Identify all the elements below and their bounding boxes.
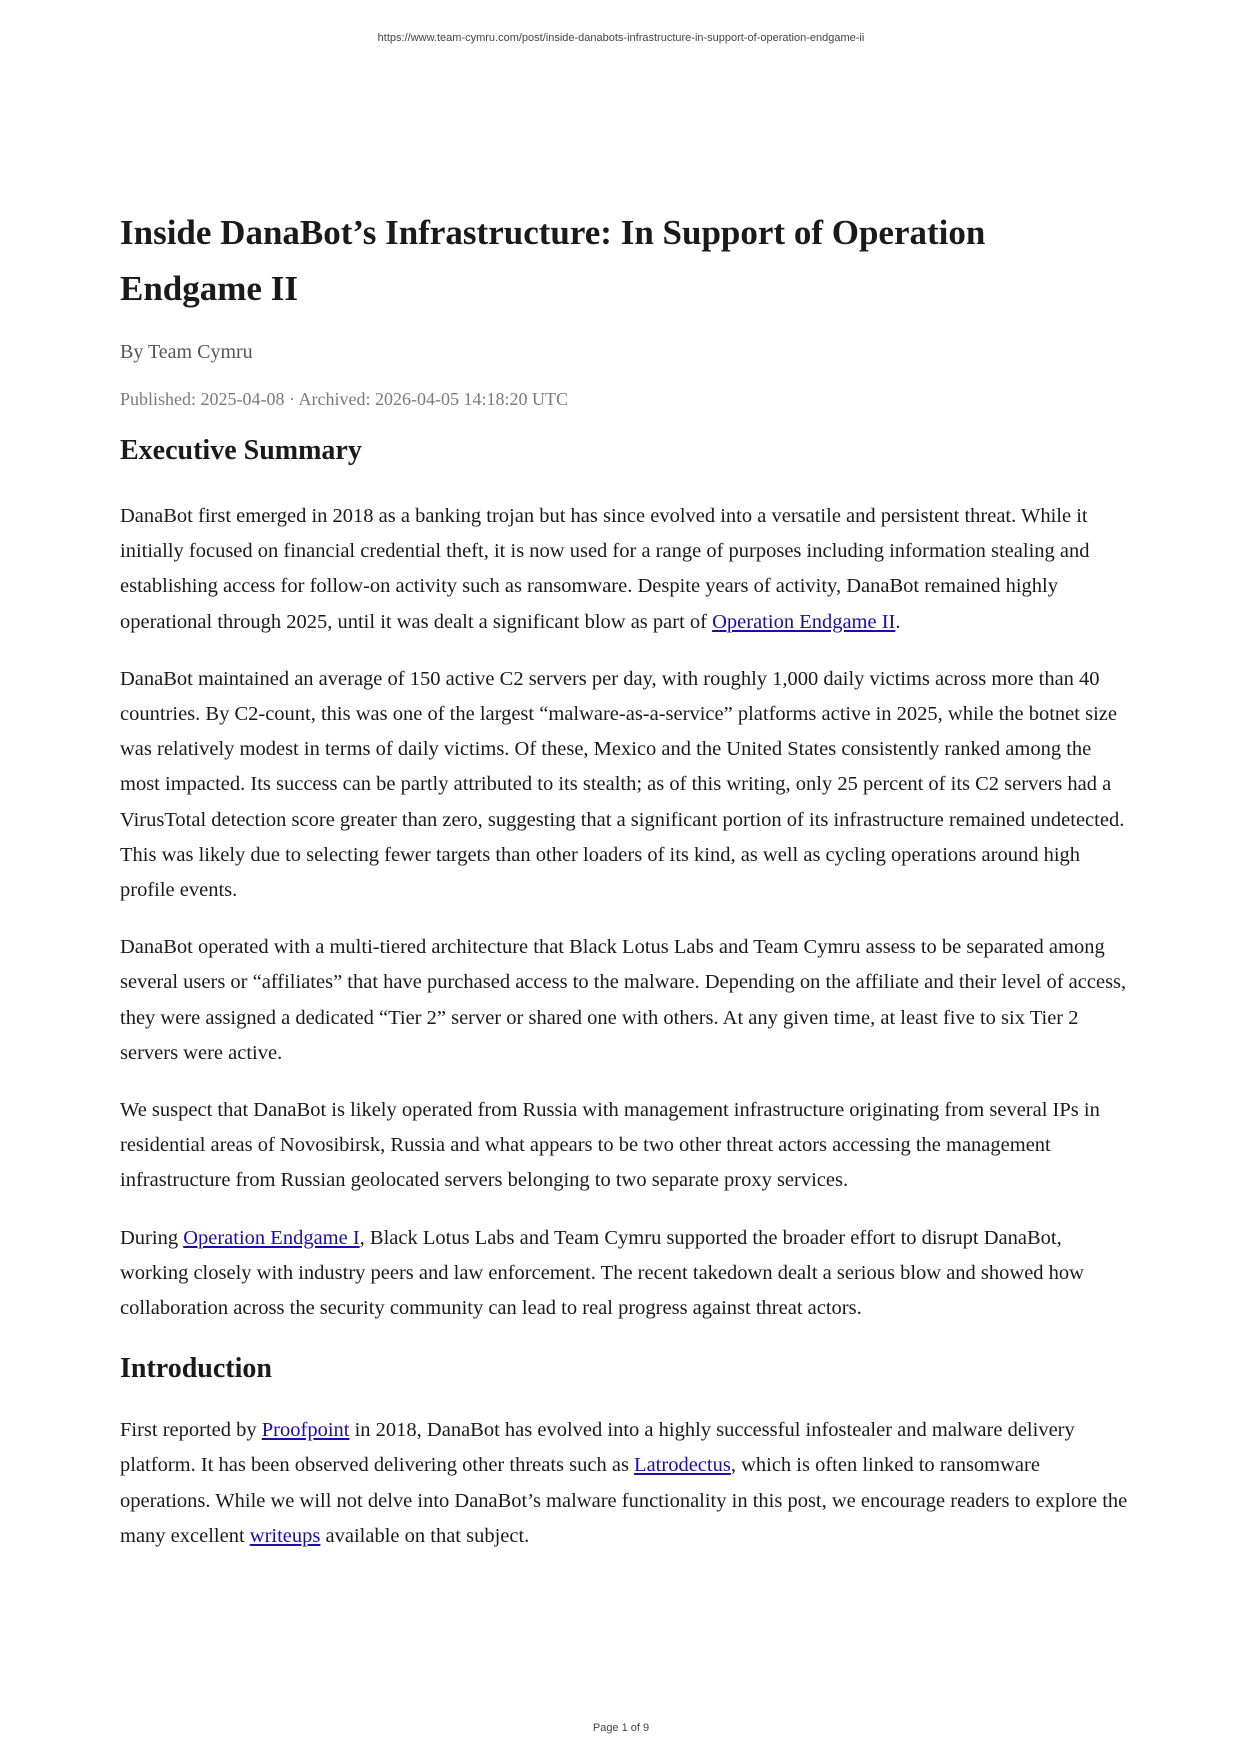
writeups-link[interactable]: writeups	[249, 1524, 321, 1547]
intro-p1-text-2: in 2018, DanaBot has evolved into a highly successful infostealer and malware delivery platform. It has been observed delivering other threats such as	[120, 1419, 1075, 1477]
intro-p1-text-3: , which is often linked to ransomware operations. While we will not delve into DanaBot’s malware functionality in this post, we encourage readers to explore the many excellent	[120, 1454, 1128, 1547]
page-url-header: https://www.team-cymru.com/post/inside-danabots-infrastructure-in-support-of-operation-endgame-ii	[377, 32, 865, 44]
summary-p5-start: During	[120, 1226, 184, 1249]
latrodectus-link[interactable]: Latrodectus	[634, 1454, 731, 1477]
summary-paragraph-1	[120, 499, 1130, 640]
operation-endgame-i-link[interactable]: Operation Endgame I	[183, 1226, 360, 1249]
introduction-heading: Introduction	[120, 1353, 272, 1385]
article	[120, 205, 1130, 1554]
summary-paragraph-5	[120, 1221, 1130, 1327]
summary-p1-end: .	[895, 610, 901, 633]
intro-p1-text-1: First reported by	[120, 1419, 262, 1442]
summary-paragraph-4: We suspect that DanaBot is likely operated from Russia with management infrastructure originating from several IPs in residential areas of Novosibirsk, Russia and what appears to be two other threat actors accessing the management infrastructure from Russian geolocated servers belonging to two separate proxy services.	[120, 1099, 1100, 1192]
introduction-paragraph-1	[120, 1413, 1130, 1554]
summary-p5-text: , Black Lotus Labs and Team Cymru supported the broader effort to disrupt DanaBot, working closely with industry peers and law enforcement. The recent takedown dealt a serious blow and showed how collaboration across the security community can lead to real progress against threat actors.	[120, 1226, 1084, 1320]
summary-paragraph-3: DanaBot operated with a multi-tiered architecture that Black Lotus Labs and Team Cymru assess to be separated among several users or “affiliates” that have purchased access to the malware. Depending on the affiliate and their level of access, they were assigned a dedicated “Tier 2” server or shared one with others. At any given time, at least five to six Tier 2 servers were active.	[120, 936, 1127, 1064]
page-number: Page 1 of 9	[592, 1722, 650, 1734]
proofpoint-link[interactable]: Proofpoint	[261, 1419, 350, 1442]
article-byline: By Team Cymru	[120, 341, 253, 363]
executive-summary-heading: Executive Summary	[120, 435, 362, 466]
operation-endgame-ii-link[interactable]: Operation Endgame II	[712, 610, 896, 633]
summary-p1-text: DanaBot first emerged in 2018 as a banking trojan but has since evolved into a versatile and persistent threat. While it initially focused on financial credential theft, it is now used for a range of purposes including information stealing and establishing access for follow-on activity such as ransomware. Despite years of activity, DanaBot remained highly operational through 2025, until it was dealt a significant blow as part of	[120, 505, 1090, 633]
publish-meta: Published: 2025-04-08 · Archived: 2026-04-05 14:18:20 UTC	[120, 389, 568, 409]
summary-paragraph-2: DanaBot maintained an average of 150 active C2 servers per day, with roughly 1,000 daily victims across more than 40 countries. By C2-count, this was one of the largest “malware-as-a-service” platforms active in 2025, while the botnet size was relatively modest in terms of daily victims. Of these, Mexico and the United States consistently ranked among the most impacted. Its success can be partly attributed to its stealth; as of this writing, only 25 percent of its C2 servers had a VirusTotal detection score greater than zero, suggesting that a significant portion of its infrastructure remained undetected. This was likely due to selecting fewer targets than other loaders of its kind, as well as cycling operations around high profile events.	[120, 667, 1125, 902]
intro-p1-text-4: available on that subject.	[320, 1524, 530, 1547]
article-title: Inside DanaBot’s Infrastructure: In Support of Operation Endgame II	[120, 213, 986, 308]
